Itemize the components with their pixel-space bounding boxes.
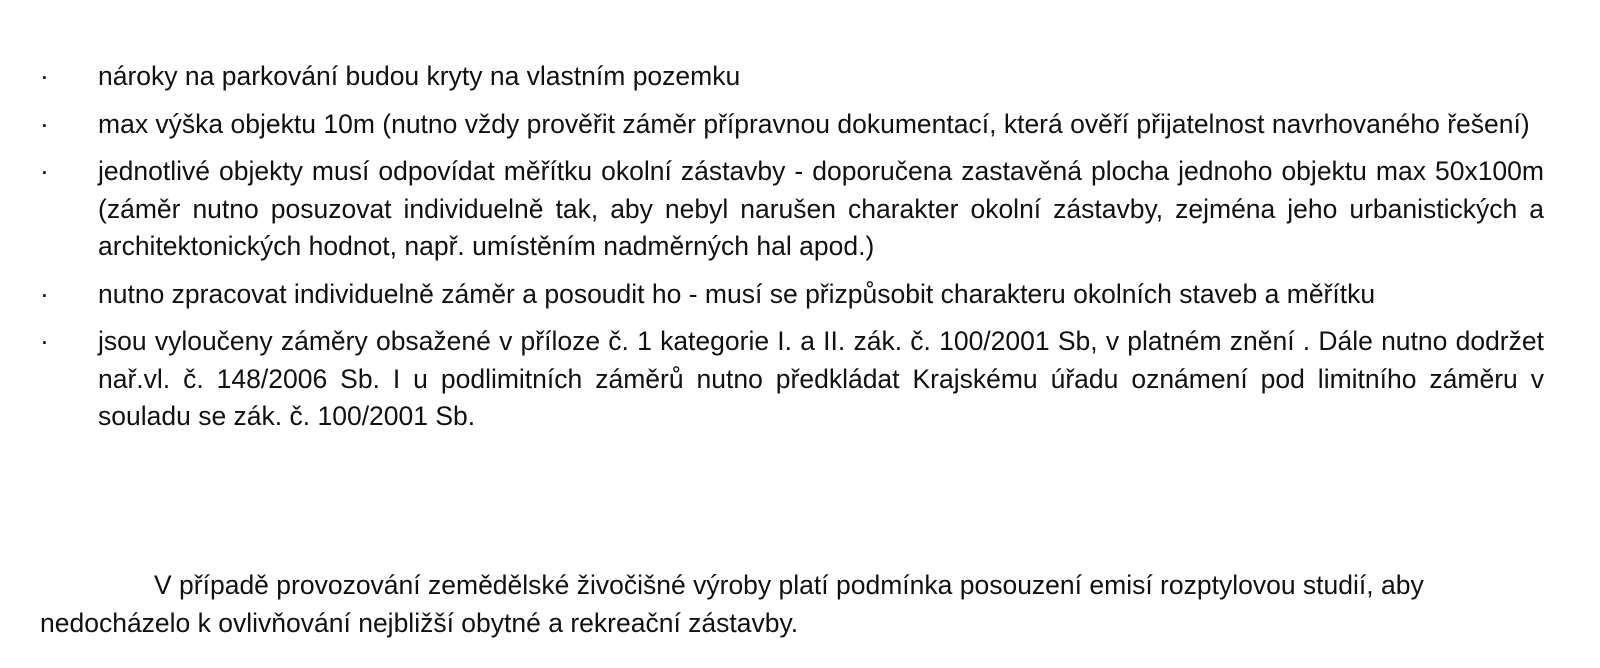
list-item [40, 276, 1544, 314]
bullet-marker: · [40, 278, 49, 309]
list-item [40, 153, 1544, 266]
bullet-marker: · [40, 61, 49, 91]
bullet-marker: · [40, 108, 49, 139]
list-item [40, 58, 1544, 96]
bullet-marker: · [40, 326, 49, 356]
bullet-marker: · [40, 156, 49, 186]
bullet-list [40, 58, 1544, 446]
list-item-text: jednotlivé objekty musí odpovídat měřítku okolní zástavby - doporučena zastavěná plocha jednoho objektu max 50x100m (záměr nutno posuzovat individuelně tak, aby nebyl narušen charakter okolní zástavby, zejména jeho urbanistických a architektonických hodnot, např. umístěním nadměrných hal apod.) [98, 156, 1544, 261]
list-item-text: nároky na parkování budou kryty na vlastním pozemku [98, 61, 741, 91]
closing-paragraph: V případě provozování zemědělské živočišné výroby platí podmínka posouzení emisí rozptylovou studií, aby nedocházelo k ovlivňování nejbližší obytné a rekreační zástavby. [40, 570, 1424, 638]
list-item [40, 323, 1544, 436]
list-item-text: nutno zpracovat individuelně záměr a posoudit ho - musí se přizpůsobit charakteru okolních staveb a měřítku [98, 278, 1376, 309]
list-item-text: jsou vyloučeny záměry obsažené v příloze č. 1 kategorie I. a II. zák. č. 100/2001 Sb, v platném znění . Dále nutno dodržet nař.vl. č. 148/2006 Sb. I u podlimitních záměrů nutno předkládat Krajskému úřadu oznámení pod limitního záměru v souladu se zák. č. 100/2001 Sb. [98, 326, 1544, 431]
list-item [40, 106, 1544, 144]
list-item-text: max výška objektu 10m (nutno vždy prověřit záměr přípravnou dokumentací, která ověří přijatelnost navrhovaného řešení) [98, 108, 1530, 139]
